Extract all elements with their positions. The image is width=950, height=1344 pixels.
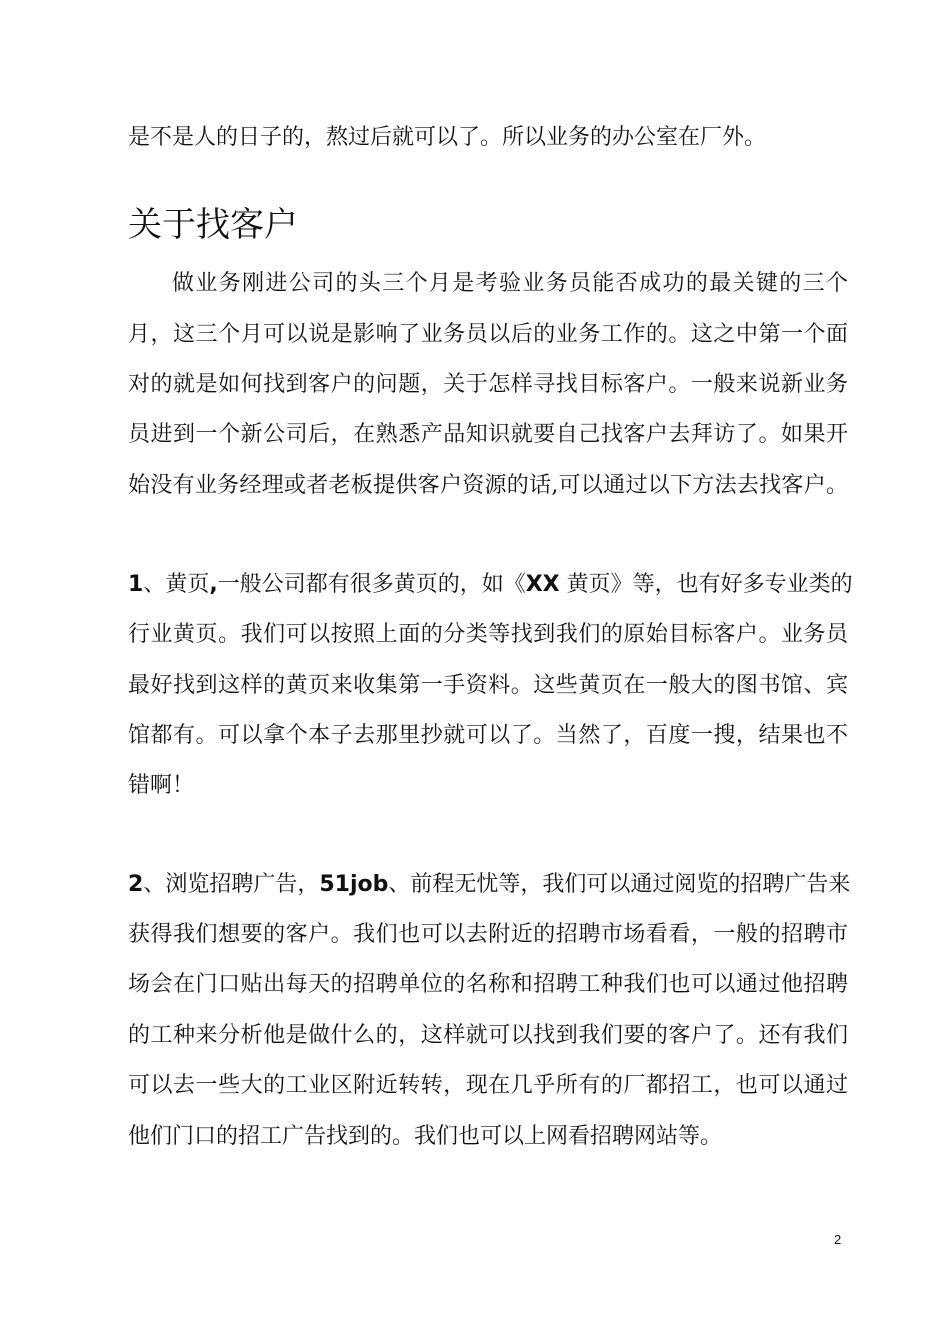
paragraph-line: 月，这三个月可以说是影响了业务员以后的业务工作的。这之中第一个面 bbox=[128, 322, 848, 347]
paragraph-line: 错啊！ bbox=[128, 773, 195, 798]
item-number: 2 bbox=[128, 872, 144, 897]
item-text: 51job bbox=[319, 872, 389, 897]
paragraph-line: 可以去一些大的工业区附近转转，现在几乎所有的厂都招工，也可以通过 bbox=[128, 1073, 848, 1098]
item-text: 一般公司都有很多黄页的，如《 bbox=[217, 572, 526, 597]
section-title: 关于找客户 bbox=[128, 205, 298, 245]
paragraph-line: 的工种来分析他是做什么的，这样就可以找到我们要的客户了。还有我们 bbox=[128, 1023, 848, 1048]
paragraph-line: 他们门口的招工广告找到的。我们也可以上网看招聘网站等。 bbox=[128, 1124, 723, 1149]
paragraph-line: 获得我们想要的客户。我们也可以去附近的招聘市场看看，一般的招聘市 bbox=[128, 922, 848, 947]
paragraph-line: 对的就是如何找到客户的问题，关于怎样寻找目标客户。一般来说新业务 bbox=[128, 372, 848, 397]
paragraph-line: 员进到一个新公司后，在熟悉产品知识就要自己找客户去拜访了。如果开 bbox=[128, 422, 848, 447]
paragraph-line: 行业黄页。我们可以按照上面的分类等找到我们的原始目标客户。业务员 bbox=[128, 622, 848, 647]
intro-line: 是不是人的日子的，熬过后就可以了。所以业务的办公室在厂外。 bbox=[128, 125, 767, 150]
paragraph-line: 馆都有。可以拿个本子去那里抄就可以了。当然了，百度一搜，结果也不 bbox=[128, 723, 848, 748]
paragraph-line: 做业务刚进公司的头三个月是考验业务员能否成功的最关键的三个 bbox=[172, 271, 848, 296]
item-text: 、前程无忧等，我们可以通过阅览的招聘广告来 bbox=[388, 872, 851, 897]
item-text: 黄页》等，也有好多专业类的 bbox=[559, 572, 853, 597]
paragraph-line: 场会在门口贴出每天的招聘单位的名称和招聘工种我们也可以通过他招聘 bbox=[128, 972, 848, 997]
list-item-first-line bbox=[128, 870, 851, 900]
page-number: 2 bbox=[834, 1232, 842, 1247]
list-item-first-line bbox=[128, 570, 853, 600]
item-text: 、黄页 bbox=[143, 572, 210, 597]
paragraph-line: 始没有业务经理或者老板提供客户资源的话,可以通过以下方法去找客户。 bbox=[128, 473, 848, 498]
item-text: , bbox=[209, 572, 218, 597]
item-number: 1 bbox=[128, 572, 144, 597]
item-text: 、浏览招聘广告， bbox=[143, 872, 320, 897]
paragraph-line: 最好找到这样的黄页来收集第一手资料。这些黄页在一般大的图书馆、宾 bbox=[128, 673, 848, 698]
item-text: XX bbox=[525, 572, 560, 597]
